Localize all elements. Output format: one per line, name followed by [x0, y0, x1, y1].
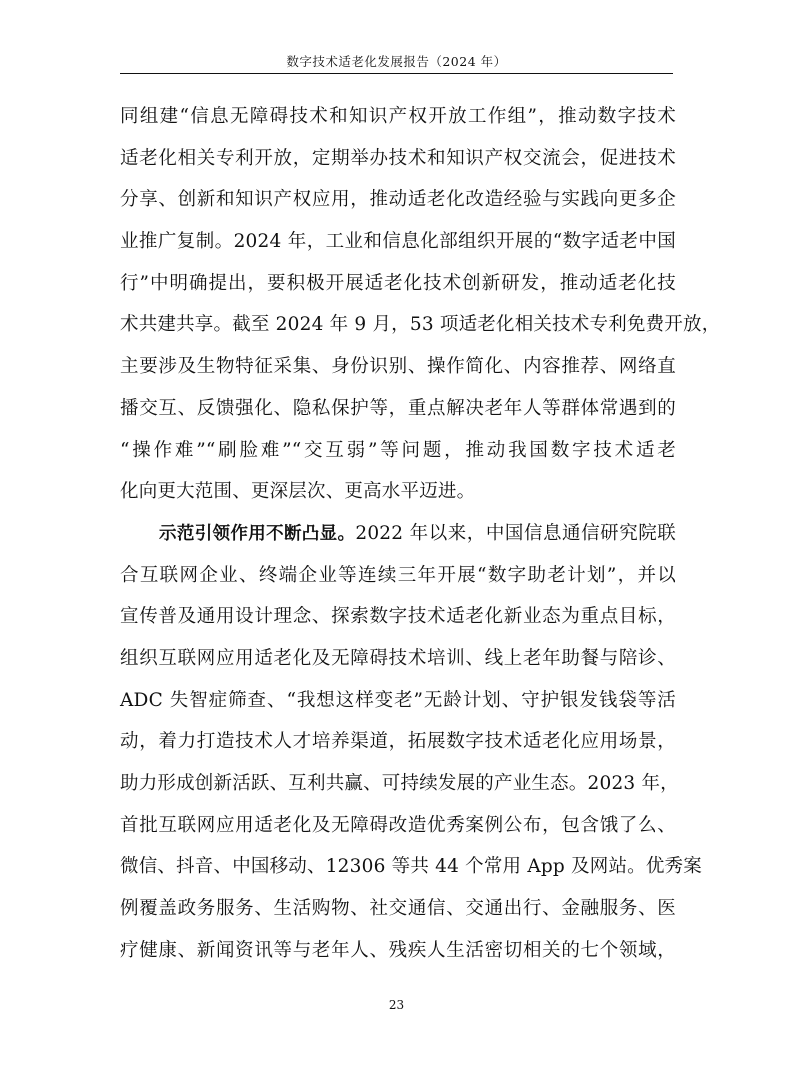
- paragraph-line: 行”中明确提出，要积极开展适老化技术创新研发，推动适老化技: [120, 272, 676, 294]
- paragraph-line: 同组建“信息无障碍技术和知识产权开放工作组”，推动数字技术: [120, 106, 676, 127]
- paragraph-line: 组织互联网应用适老化及无障碍技术培训、线上老年助餐与陪诊、: [120, 647, 676, 669]
- paragraph-line: ADC 失智症筛查、“我想这样变老”无龄计划、守护银发钱袋等活: [120, 689, 676, 711]
- paragraph-line: 疗健康、新闻资讯等与老年人、残疾人生活密切相关的七个领域，: [120, 939, 676, 961]
- paragraph-line: 动，着力打造技术人才培养渠道，拓展数字技术适老化应用场景，: [120, 731, 676, 753]
- body-text: [120, 102, 721, 977]
- paragraph-line: 合互联网企业、终端企业等连续三年开展“数字助老计划”，并以: [120, 564, 676, 586]
- paragraph-line: 播交互、反馈强化、隐私保护等，重点解决老年人等群体常遇到的: [120, 397, 676, 419]
- paragraph-line: 术共建共享。截至 2024 年 9 月，53 项适老化相关技术专利免费开放，: [120, 314, 721, 336]
- page-number: 23: [388, 998, 405, 1012]
- header-divider: [120, 73, 673, 74]
- paragraph-text: 2022 年以来，中国信息通信研究院联: [355, 522, 676, 544]
- paragraph-line: 首批互联网应用适老化及无障碍改造优秀案例公布，包含饿了么、: [120, 814, 676, 836]
- running-header: 数字技术适老化发展报告（2024 年）: [286, 54, 507, 69]
- paragraph-line: 分享、创新和知识产权应用，推动适老化改造经验与实践向更多企: [120, 189, 676, 211]
- paragraph-heading: 示范引领作用不断凸显。: [159, 523, 356, 544]
- paragraph-first-line: [120, 519, 676, 561]
- paragraph-line: 适老化相关专利开放，定期举办技术和知识产权交流会，促进技术: [120, 147, 676, 169]
- paragraph-line: 助力形成创新活跃、互利共赢、可持续发展的产业生态。2023 年，: [120, 773, 679, 794]
- paragraph-line: 微信、抖音、中国移动、12306 等共 44 个常用 App 及网站。优秀案: [120, 856, 702, 878]
- paragraph-line: 例覆盖政务服务、生活购物、社交通信、交通出行、金融服务、医: [120, 898, 676, 920]
- paragraph-line: 宣传普及通用设计理念、探索数字技术适老化新业态为重点目标，: [120, 606, 676, 628]
- paragraph-line: “操作难”“刷脸难”“交互弱”等问题，推动我国数字技术适老: [120, 439, 676, 461]
- paragraph-line: 业推广复制。2024 年，工业和信息化部组织开展的“数字适老中国: [120, 231, 676, 253]
- paragraph-line: 主要涉及生物特征采集、身份识别、操作简化、内容推荐、网络直: [120, 356, 676, 378]
- paragraph-line: 化向更大范围、更深层次、更高水平迈进。: [120, 481, 476, 503]
